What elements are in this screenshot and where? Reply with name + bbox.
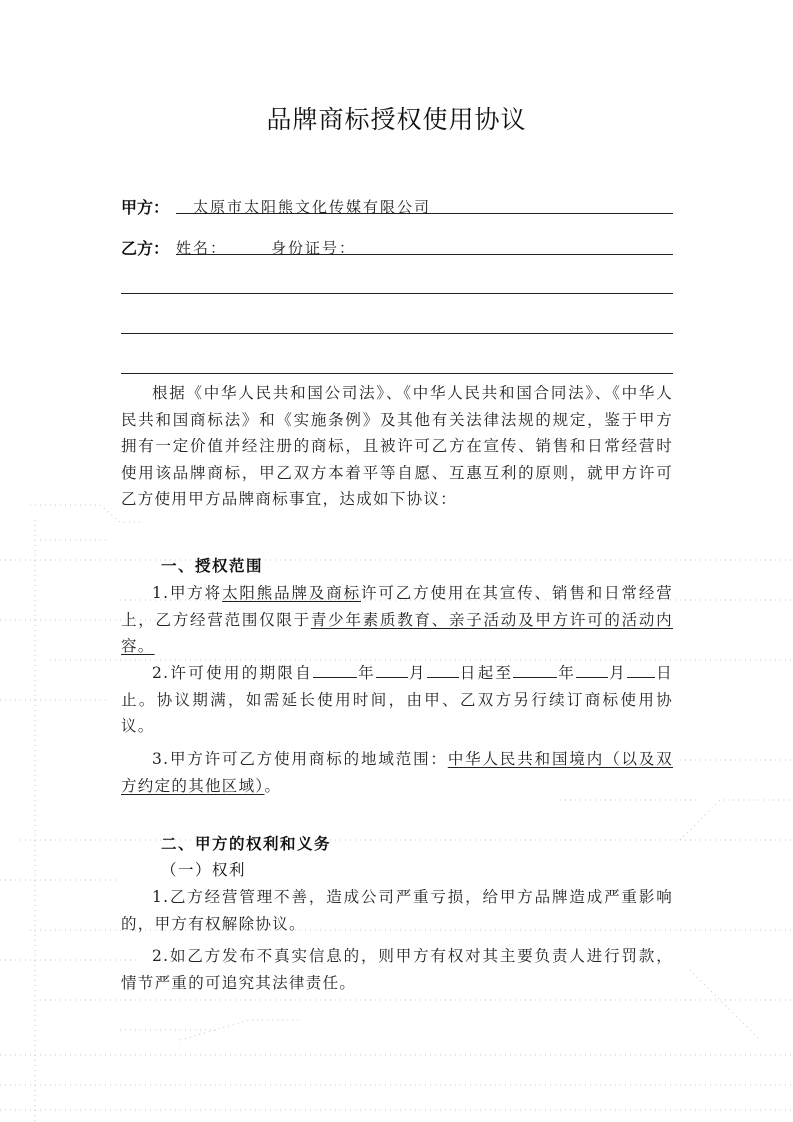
party-a-label: 甲方： [121, 198, 170, 217]
party-b-label: 乙方： [121, 239, 170, 258]
blank-line-3 [121, 373, 673, 374]
item-2-prefix: 2.许可使用的期限自 [152, 664, 314, 682]
section-2-item-2: 2.如乙方发布不真实信息的，则甲方有权对其主要负责人进行罚款，情节严重的可追究其法律责任。 [121, 947, 673, 992]
item-1-middle: 许可乙方使用在其宣传、销售和日常经营上，乙方经营范围仅限于 [121, 584, 674, 629]
end-month-label: 月 [608, 664, 628, 682]
end-year-blank [513, 663, 557, 678]
start-day-label: 日起至 [458, 664, 514, 682]
start-year-label: 年 [357, 664, 376, 682]
end-day-blank [627, 663, 655, 678]
start-month-label: 月 [407, 664, 427, 682]
item-3-prefix: 3.甲方许可乙方使用商标的地域范围： [152, 750, 448, 768]
section-2-item-1: 1.乙方经营管理不善，造成公司严重亏损，给甲方品牌造成严重影响的，甲方有权解除协议。 [121, 888, 673, 933]
section-2-subheading: （一）权利 [161, 861, 247, 879]
end-day-label: 日止。 [121, 664, 673, 709]
item-1-brand: 太阳熊品牌及商标 [222, 584, 361, 602]
party-a-value: 太原市太阳熊文化传媒有限公司 [193, 198, 432, 216]
start-day-blank [427, 663, 459, 678]
end-year-label: 年 [557, 664, 577, 682]
blank-line-1 [121, 293, 673, 294]
start-month-blank [376, 663, 408, 678]
party-b-underline [176, 254, 673, 255]
party-a-underline [176, 213, 673, 214]
section-1-item-1 [121, 580, 673, 660]
start-year-blank [313, 663, 357, 678]
section-2-heading: 二、甲方的权利和义务 [161, 834, 332, 853]
party-b-name-label: 姓名： [176, 239, 228, 257]
section-1-item-2 [121, 660, 673, 740]
document-title: 品牌商标授权使用协议 [266, 105, 527, 134]
blank-line-2 [121, 333, 673, 334]
item-2-suffix: 协议期满，如需延长使用时间，由甲、乙双方另行续订商标使用协议。 [121, 690, 673, 735]
section-1-heading: 一、授权范围 [161, 556, 264, 575]
section-1-item-3 [121, 746, 673, 799]
item-3-suffix: 。 [264, 776, 282, 795]
party-b-id-label: 身份证号： [271, 239, 357, 257]
item-3-region: 中华人民共和国境内（以及双方约定的其他区域） [121, 750, 673, 795]
item-1-scope: 青少年素质教育、亲子活动及甲方许可的活动内容。 [121, 610, 673, 655]
end-month-blank [576, 663, 608, 678]
item-1-prefix: 1.甲方将 [152, 584, 223, 602]
preamble-paragraph: 根据《中华人民共和国公司法》、《中华人民共和国合同法》、《中华人民共和国商标法》和《实施条例》及其他有关法律法规的规定，鉴于甲方拥有一定价值并经注册的商标，且被许可乙方在宣传、销售和日常经营时使用该品牌商标，甲乙双方本着平等自愿、互惠互利的原则，就甲方许可乙方使用甲方品牌商标事宜，达成如下协议： [121, 384, 673, 508]
